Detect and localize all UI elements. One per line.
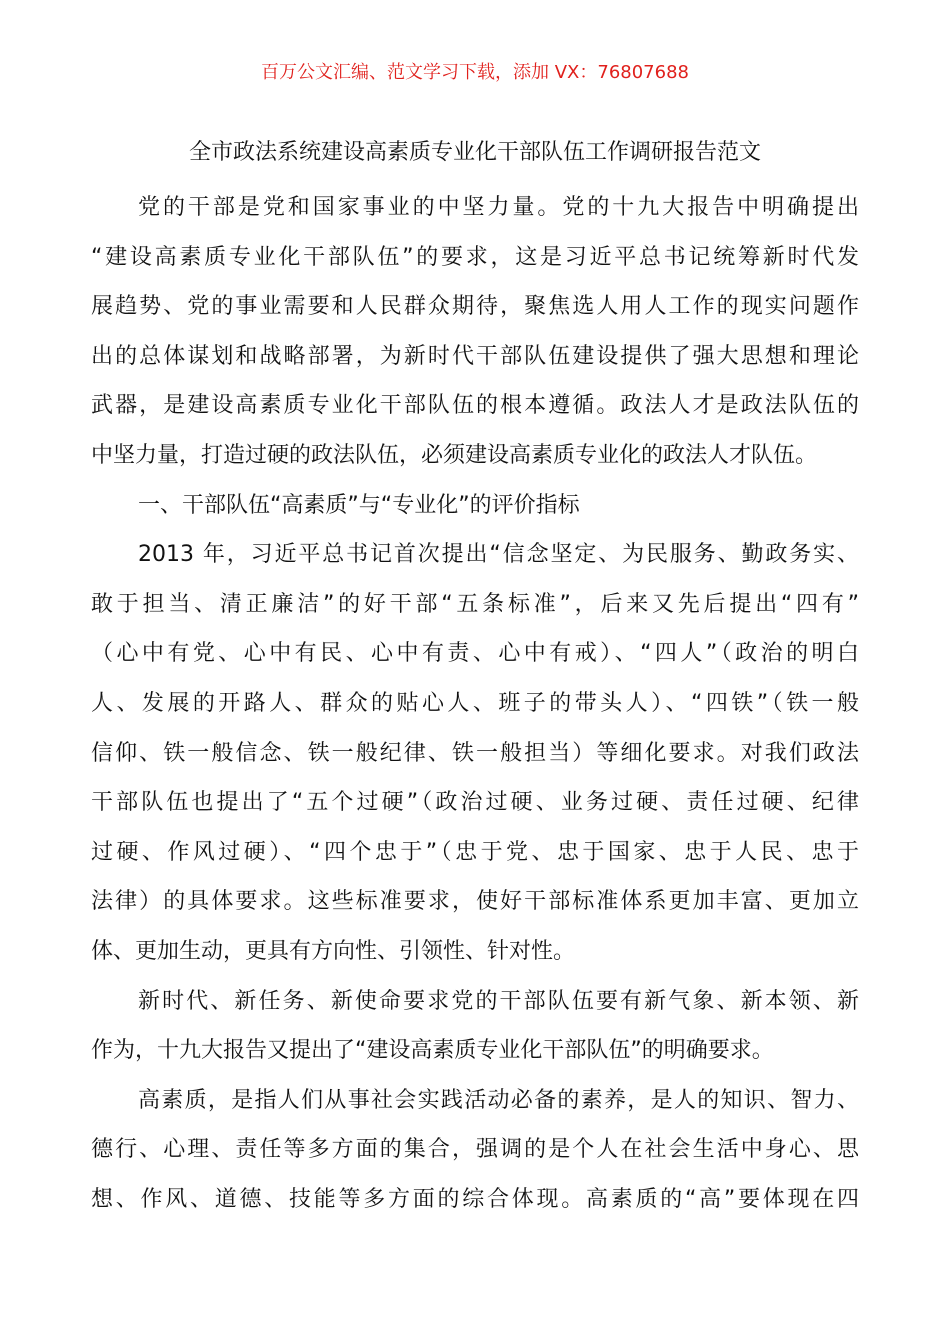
paragraph-line: 新时代、新任务、新使命要求党的干部队伍要有新气象、新本领、新	[138, 988, 859, 1014]
paragraph-line: 武器，是建设高素质专业化干部队伍的根本遵循。政法人才是政法队伍的	[91, 393, 859, 419]
document-body	[91, 192, 859, 1233]
paragraph-line: 中坚力量，打造过硬的政法队伍，必须建设高素质专业化的政法人才队伍。	[91, 442, 818, 468]
paragraph-line: 人、发展的开路人、群众的贴心人、班子的带头人）、“四铁”（铁一般	[91, 690, 859, 716]
paragraph	[91, 490, 859, 540]
paragraph	[91, 539, 859, 985]
paragraph	[91, 986, 859, 1085]
paragraph-line: 展趋势、党的事业需要和人民群众期待，聚焦选人用人工作的现实问题作	[91, 294, 859, 320]
paragraph-line: 出的总体谋划和战略部署，为新时代干部队伍建设提供了强大思想和理论	[91, 343, 859, 369]
paragraph-line: 一、干部队伍“高素质”与“专业化”的评价指标	[138, 492, 580, 518]
paragraph-line: 法律）的具体要求。这些标准要求，使好干部标准体系更加丰富、更加立	[91, 889, 859, 915]
paragraph-line: 体、更加生动，更具有方向性、引领性、针对性。	[91, 938, 576, 964]
paragraph	[91, 192, 859, 490]
paragraph-line: 过硬、作风过硬）、“四个忠于”（忠于党、忠于国家、忠于人民、忠于	[91, 839, 859, 865]
watermark-header: 百万公文汇编、范文学习下载，添加 VX：76807688	[261, 62, 689, 83]
document-title: 全市政法系统建设高素质专业化干部队伍工作调研报告范文	[188, 140, 761, 165]
paragraph-line: 作为，十九大报告又提出了“建设高素质专业化干部队伍”的明确要求。	[91, 1038, 774, 1064]
paragraph-line: 干部队伍也提出了“五个过硬”（政治过硬、业务过硬、责任过硬、纪律	[91, 790, 859, 816]
paragraph-line: （心中有党、心中有民、心中有责、心中有戒）、“四人”（政治的明白	[91, 641, 859, 667]
paragraph-line: 高素质，是指人们从事社会实践活动必备的素养，是人的知识、智力、	[138, 1087, 859, 1113]
paragraph-line: 2013 年，习近平总书记首次提出“信念坚定、为民服务、勤政务实、	[138, 542, 859, 568]
paragraph-line: 党的干部是党和国家事业的中坚力量。党的十九大报告中明确提出	[138, 195, 859, 220]
paragraph-line: “建设高素质专业化干部队伍”的要求，这是习近平总书记统筹新时代发	[91, 244, 859, 270]
paragraph-line: 敢于担当、清正廉洁”的好干部“五条标准”，后来又先后提出“四有”	[91, 591, 859, 617]
paragraph-line: 想、作风、道德、技能等多方面的综合体现。高素质的“高”要体现在四	[91, 1186, 859, 1212]
paragraph-line: 信仰、铁一般信念、铁一般纪律、铁一般担当）等细化要求。对我们政法	[91, 740, 859, 766]
paragraph-line: 德行、心理、责任等多方面的集合，强调的是个人在社会生活中身心、思	[91, 1137, 859, 1163]
paragraph	[91, 1085, 859, 1234]
